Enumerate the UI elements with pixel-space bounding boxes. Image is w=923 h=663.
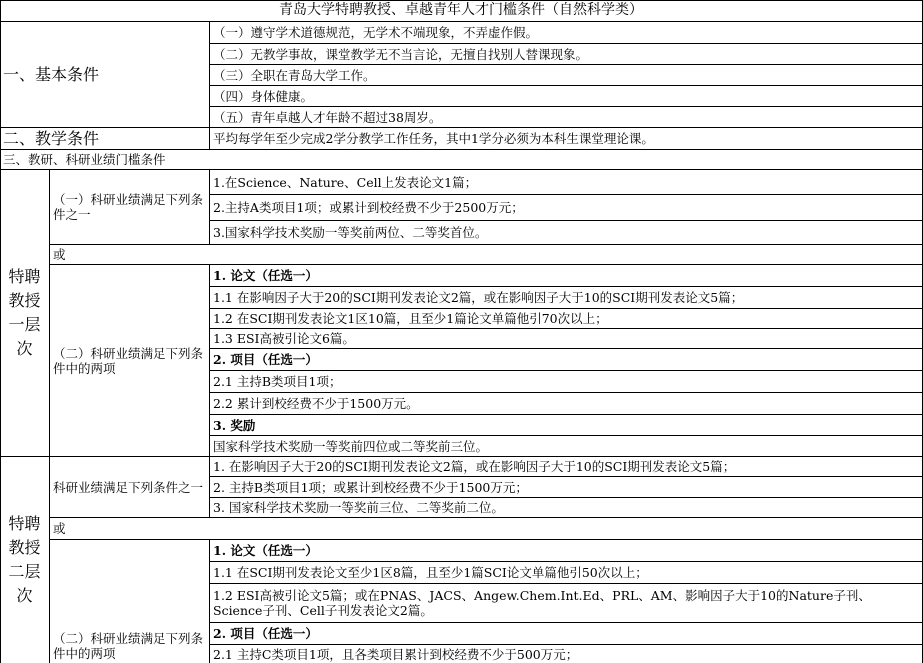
level2-label: 特聘教授二层次 xyxy=(0,457,50,663)
level2-option2-item: 1.1 在SCI期刊发表论文至少1区8篇，且至少1篇SCI论文单篇他引50次以上； xyxy=(210,562,923,584)
level1-option2-heading: 1. 论文（任选一） xyxy=(210,265,923,287)
level2-option1-item: 3. 国家科学技术奖励一等奖前三位、二等奖前二位。 xyxy=(210,498,923,518)
table-title: 青岛大学特聘教授、卓越青年人才门槛条件（自然科学类） xyxy=(0,0,923,22)
basic-item: （三）全职在青岛大学工作。 xyxy=(210,65,923,86)
level2-option1-item: 1. 在影响因子大于20的SCI期刊发表论文2篇，或在影响因子大于10的SCI期刊发表论文5篇； xyxy=(210,457,923,477)
level2-option2-heading: 1. 论文（任选一） xyxy=(210,540,923,562)
level1-option2-heading: 3. 奖励 xyxy=(210,415,923,436)
level2-option1-label: 科研业绩满足下列条件之一 xyxy=(50,457,210,518)
level2-option2-label: （二）科研业绩满足下列条件中的两项 xyxy=(50,540,210,663)
level2-or: 或 xyxy=(50,518,923,540)
level1-option1-item: 2.主持A类项目1项；或累计到校经费不少于2500万元； xyxy=(210,195,923,221)
level2-option1-item: 2. 主持B类项目1项；或累计到校经费不少于1500万元； xyxy=(210,477,923,498)
level2-option2-heading: 2. 项目（任选一） xyxy=(210,623,923,645)
level1-option1-label: （一）科研业绩满足下列条件之一 xyxy=(50,170,210,245)
level1-label: 特聘教授一层次 xyxy=(0,170,50,457)
level1-option2-item: 2.2 累计到校经费不少于1500万元。 xyxy=(210,393,923,415)
level2-option2-item: 2.1 主持C类项目1项，且各类项目累计到校经费不少于500万元； xyxy=(210,645,923,663)
basic-item: （一）遵守学术道德规范，无学术不端现象，不弄虚作假。 xyxy=(210,22,923,44)
teaching-text: 平均每学年至少完成2学分教学工作任务，其中1学分必须为本科生课堂理论课。 xyxy=(210,128,923,150)
basic-conditions-label: 一、基本条件 xyxy=(0,22,210,128)
level1-option1-item: 1.在Science、Nature、Cell上发表论文1篇； xyxy=(210,170,923,195)
level1-option1-item: 3.国家科学技术奖励一等奖前两位、二等奖首位。 xyxy=(210,221,923,245)
level1-option2-item: 2.1 主持B类项目1项； xyxy=(210,371,923,393)
level1-option2-item: 1.1 在影响因子大于20的SCI期刊发表论文2篇，或在影响因子大于10的SCI期刊发表论文5篇； xyxy=(210,287,923,309)
level1-option2-item: 1.3 ESI高被引论文6篇。 xyxy=(210,329,923,349)
level1-option2-item: 国家科学技术奖励一等奖前四位或二等奖前三位。 xyxy=(210,436,923,457)
teaching-label: 二、教学条件 xyxy=(0,128,210,150)
basic-item: （二）无教学事故，课堂教学无不当言论，无擅自找别人替课现象。 xyxy=(210,44,923,65)
basic-item: （四）身体健康。 xyxy=(210,86,923,107)
level2-option2-item: 1.2 ESI高被引论文5篇；或在PNAS、JACS、Angew.Chem.Int.Ed、PRL、AM、影响因子大于10的Nature子刊、Science子刊、Cell子刊发表论文2篇。 xyxy=(210,584,923,623)
level1-option2-label: （二）科研业绩满足下列条件中的两项 xyxy=(50,265,210,457)
level1-option2-heading: 2. 项目（任选一） xyxy=(210,349,923,371)
level1-option2-item: 1.2 在SCI期刊发表论文1区10篇，且至少1篇论文单篇他引70次以上； xyxy=(210,309,923,329)
basic-item: （五）青年卓越人才年龄不超过38周岁。 xyxy=(210,107,923,128)
research-header: 三、教研、科研业绩门槛条件 xyxy=(0,150,923,170)
level1-or: 或 xyxy=(50,245,923,265)
